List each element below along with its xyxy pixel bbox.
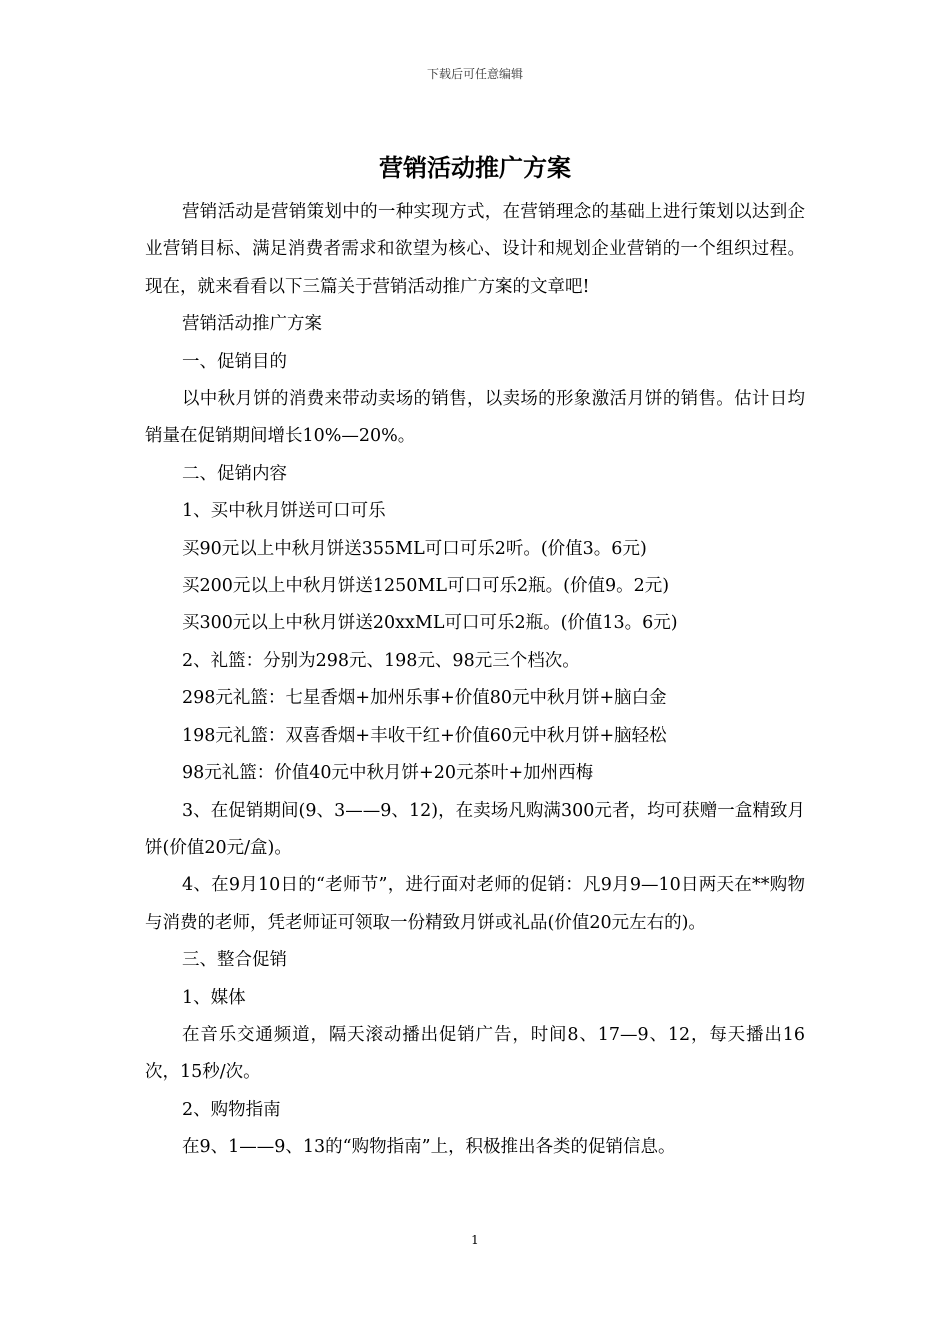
list-item-1a: 买90元以上中秋月饼送355ML可口可乐2听。(价值3。6元) bbox=[182, 538, 647, 559]
paragraph-guide: 在9、1——9、13的“购物指南”上，积极推出各类的促销信息。 bbox=[182, 1137, 676, 1158]
paragraph-subtitle: 营销活动推广方案 bbox=[182, 314, 322, 335]
list-item-2b: 198元礼篮：双喜香烟+丰收干红+价值60元中秋月饼+脑轻松 bbox=[182, 725, 667, 746]
list-item-2: 2、礼篮：分别为298元、198元、98元三个档次。 bbox=[182, 650, 580, 671]
paragraph-media: 在音乐交通频道，隔天滚动播出促销广告，时间8、17—9、12，每天播出16次，15秒/次。 bbox=[145, 1024, 805, 1083]
list-item-1: 1、买中秋月饼送可口可乐 bbox=[182, 501, 386, 522]
section-heading-2: 二、促销内容 bbox=[182, 463, 287, 484]
list-item-1c: 买300元以上中秋月饼送20xxML可口可乐2瓶。(价值13。6元) bbox=[182, 613, 678, 634]
paragraph-intro: 营销活动是营销策划中的一种实现方式，在营销理念的基础上进行策划以达到企业营销目标、满足消费者需求和欲望为核心、设计和规划企业营销的一个组织过程。现在，就来看看以下三篇关于营销活动推广方案的文章吧! bbox=[145, 202, 805, 297]
list-item-media: 1、媒体 bbox=[182, 987, 246, 1008]
list-item-2c: 98元礼篮：价值40元中秋月饼+20元茶叶+加州西梅 bbox=[182, 763, 594, 784]
document-body bbox=[145, 194, 805, 1167]
list-item-guide: 2、购物指南 bbox=[182, 1099, 281, 1120]
page-number: 1 bbox=[471, 1233, 479, 1247]
list-item-3: 3、在促销期间(9、3——9、12)，在卖场凡购满300元者，均可获赠一盒精致月饼(价值20元/盒)。 bbox=[145, 800, 805, 858]
section-heading-1: 一、促销目的 bbox=[182, 351, 287, 372]
list-item-2a: 298元礼篮：七星香烟+加州乐事+价值80元中秋月饼+脑白金 bbox=[182, 688, 667, 709]
list-item-1b: 买200元以上中秋月饼送1250ML可口可乐2瓶。(价值9。2元) bbox=[182, 576, 670, 597]
paragraph-goal: 以中秋月饼的消费来带动卖场的销售，以卖场的形象激活月饼的销售。估计日均销量在促销期间增长10%—20%。 bbox=[145, 389, 805, 447]
list-item-4: 4、在9月10日的“老师节”，进行面对老师的促销：凡9月9—10日两天在**购物与消费的老师，凭老师证可领取一份精致月饼或礼品(价值20元左右的)。 bbox=[145, 875, 805, 933]
header-note: 下载后可任意编辑 bbox=[426, 67, 523, 81]
document-title: 营销活动推广方案 bbox=[379, 154, 571, 182]
section-heading-3: 三、整合促销 bbox=[182, 950, 287, 971]
